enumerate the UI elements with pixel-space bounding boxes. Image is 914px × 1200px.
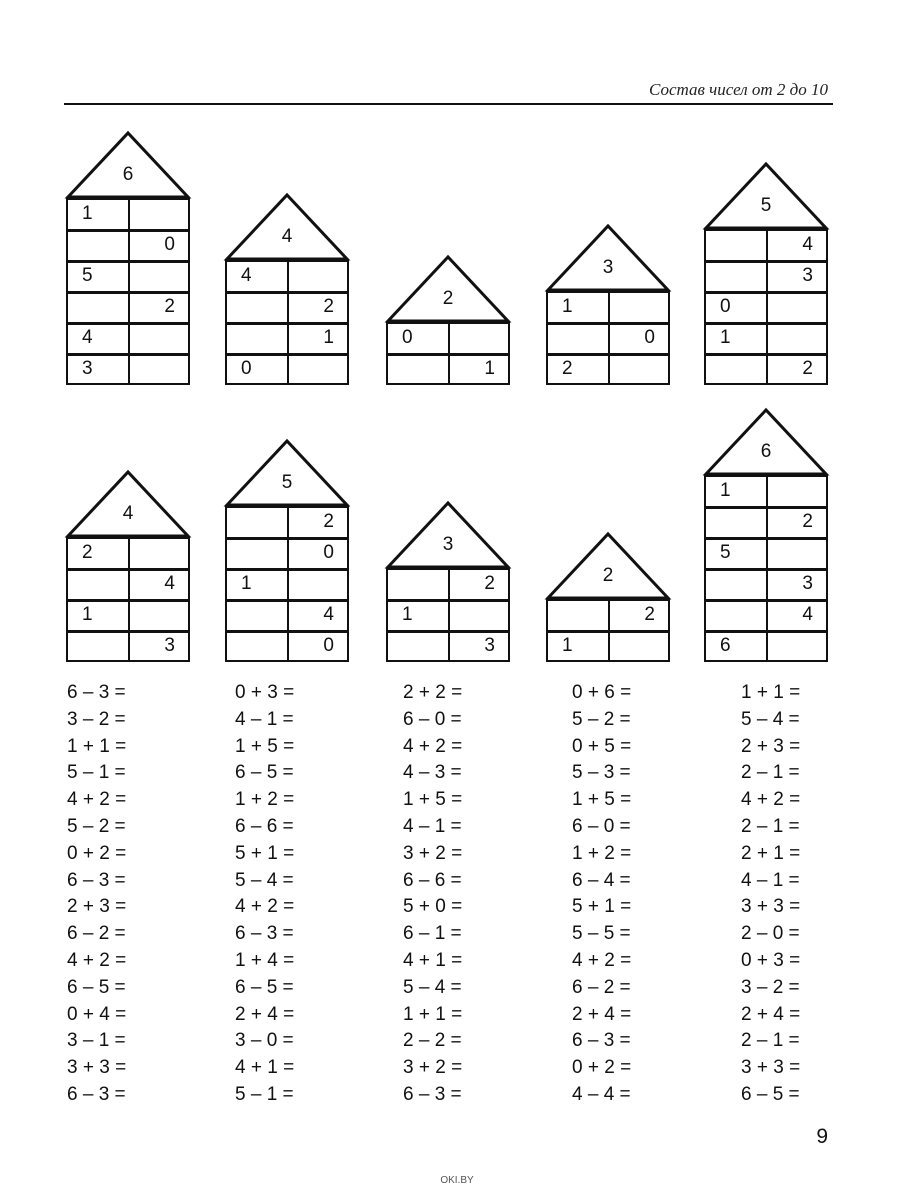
equation: 0 + 6 = — [572, 682, 632, 703]
roof-number: 3 — [602, 257, 614, 279]
house-floor-line — [706, 630, 826, 633]
roof-number: 2 — [602, 565, 614, 587]
house-body — [386, 321, 510, 385]
house-cell-right: 2 — [323, 511, 334, 532]
equation-column — [741, 680, 800, 1109]
house-cell-right: 2 — [484, 573, 495, 594]
equation: 5 – 3 = — [572, 762, 631, 784]
equation: 5 + 1 = — [572, 896, 632, 918]
equation: 2 + 3 = — [67, 896, 127, 918]
number-house — [386, 255, 510, 385]
house-cell-left: 5 — [82, 265, 93, 286]
watermark: OKI.BY — [440, 1175, 474, 1186]
equation: 4 – 1 = — [403, 815, 462, 837]
house-cell-right: 4 — [323, 604, 334, 625]
number-house — [546, 224, 670, 385]
number-house — [386, 501, 510, 662]
equation-column — [572, 680, 631, 1109]
house-floor-line — [68, 322, 188, 325]
number-house — [225, 193, 349, 385]
equation: 6 – 3 = — [67, 682, 126, 703]
equation: 3 + 3 = — [741, 1057, 801, 1079]
equation: 5 – 4 = — [403, 976, 462, 998]
house-cell-left: 1 — [562, 296, 573, 317]
equation: 3 – 0 = — [235, 1030, 294, 1052]
equation: 2 + 2 = — [403, 682, 463, 703]
equation: 4 + 2 = — [741, 789, 801, 811]
equation: 6 – 4 = — [572, 869, 631, 891]
equation: 6 – 6 = — [403, 869, 462, 891]
equation: 5 – 4 = — [741, 708, 800, 730]
equation-column — [403, 680, 462, 1109]
house-cell-right: 3 — [802, 265, 813, 286]
equation: 6 – 5 = — [235, 762, 294, 784]
number-house — [704, 408, 828, 662]
house-cell-left: 2 — [82, 542, 93, 563]
equation: 2 + 4 = — [741, 1003, 801, 1025]
house-cell-right: 3 — [164, 635, 175, 656]
house-cell-right: 0 — [164, 234, 175, 255]
equation: 4 – 3 = — [403, 762, 462, 784]
equation: 1 + 2 = — [235, 789, 295, 811]
equation: 4 + 2 = — [67, 789, 127, 811]
equation: 6 – 0 = — [572, 815, 631, 837]
equation: 4 + 2 = — [67, 949, 127, 971]
house-cell-right: 4 — [164, 573, 175, 594]
equation: 0 + 2 = — [572, 1057, 632, 1079]
equation: 4 + 2 = — [572, 949, 632, 971]
equation: 4 – 4 = — [572, 1083, 631, 1105]
house-cell-right: 2 — [164, 296, 175, 317]
equation: 4 – 1 = — [235, 708, 294, 730]
equation: 0 + 3 = — [235, 682, 295, 703]
house-cell-right: 3 — [802, 573, 813, 594]
equation: 3 – 2 = — [67, 708, 126, 730]
house-divider — [766, 231, 768, 383]
equation: 2 – 0 = — [741, 923, 800, 945]
house-floor-line — [227, 291, 347, 294]
equation: 6 – 5 = — [741, 1083, 800, 1105]
house-floor-line — [548, 630, 668, 633]
equation: 1 + 1 = — [741, 682, 801, 703]
house-cell-left: 2 — [562, 358, 573, 379]
roof-number: 6 — [122, 164, 134, 186]
number-house — [66, 131, 190, 385]
house-cell-left: 0 — [402, 327, 413, 348]
equation: 2 + 4 = — [235, 1003, 295, 1025]
equation: 1 + 2 = — [572, 842, 632, 864]
house-floor-line — [68, 599, 188, 602]
house-cell-right: 2 — [802, 358, 813, 379]
house-cell-right: 3 — [484, 635, 495, 656]
equation: 5 + 1 = — [235, 842, 295, 864]
equation: 6 – 1 = — [403, 923, 462, 945]
equation: 4 + 1 = — [403, 949, 463, 971]
equation: 6 – 3 = — [403, 1083, 462, 1105]
house-body — [704, 228, 828, 385]
roof-number: 3 — [442, 534, 454, 556]
house-cell-right: 4 — [802, 234, 813, 255]
equation: 0 + 3 = — [741, 949, 801, 971]
equation: 0 + 5 = — [572, 735, 632, 757]
house-cell-left: 1 — [82, 203, 93, 224]
equation: 5 – 4 = — [235, 869, 294, 891]
house-floor-line — [388, 353, 508, 356]
house-cell-left: 6 — [720, 635, 731, 656]
equation: 3 + 2 = — [403, 842, 463, 864]
house-body — [66, 197, 190, 385]
house-floor-line — [706, 353, 826, 356]
header-rule — [64, 103, 833, 105]
equation: 5 + 0 = — [403, 896, 463, 918]
house-body — [225, 505, 349, 662]
house-cell-left: 1 — [82, 604, 93, 625]
house-floor-line — [706, 506, 826, 509]
equation: 1 + 1 = — [67, 735, 127, 757]
house-cell-right: 2 — [802, 511, 813, 532]
house-body — [225, 259, 349, 385]
equation: 2 – 1 = — [741, 815, 800, 837]
page-number: 9 — [816, 1125, 828, 1148]
house-cell-right: 0 — [323, 635, 334, 656]
house-floor-line — [388, 599, 508, 602]
house-floor-line — [227, 322, 347, 325]
equation: 6 – 3 = — [235, 923, 294, 945]
equation: 4 + 2 = — [403, 735, 463, 757]
equation: 5 – 1 = — [67, 762, 126, 784]
equation: 2 + 4 = — [572, 1003, 632, 1025]
house-cell-left: 1 — [562, 635, 573, 656]
equation: 1 + 5 = — [403, 789, 463, 811]
house-floor-line — [548, 322, 668, 325]
equation: 6 – 3 = — [572, 1030, 631, 1052]
equation: 6 – 5 = — [67, 976, 126, 998]
equation: 6 – 0 = — [403, 708, 462, 730]
equation: 2 – 1 = — [741, 1030, 800, 1052]
house-floor-line — [227, 630, 347, 633]
roof-number: 2 — [442, 288, 454, 310]
house-cell-right: 2 — [644, 604, 655, 625]
equation: 3 – 2 = — [741, 976, 800, 998]
house-cell-left: 0 — [720, 296, 731, 317]
house-floor-line — [706, 291, 826, 294]
equation: 5 – 5 = — [572, 923, 631, 945]
equation: 5 – 1 = — [235, 1083, 294, 1105]
house-floor-line — [706, 537, 826, 540]
equation: 2 + 1 = — [741, 842, 801, 864]
equation: 4 + 2 = — [235, 896, 295, 918]
house-body — [546, 598, 670, 662]
equation: 1 + 4 = — [235, 949, 295, 971]
house-cell-left: 1 — [241, 573, 252, 594]
house-cell-right: 1 — [323, 327, 334, 348]
roof-number: 5 — [760, 195, 772, 217]
equation-column — [67, 680, 126, 1109]
house-floor-line — [68, 568, 188, 571]
house-floor-line — [706, 260, 826, 263]
house-divider — [287, 508, 289, 660]
house-floor-line — [68, 630, 188, 633]
number-house — [704, 162, 828, 385]
house-floor-line — [68, 291, 188, 294]
header-title: Состав чисел от 2 до 10 — [649, 80, 828, 99]
equation: 0 + 4 = — [67, 1003, 127, 1025]
equation: 5 – 2 = — [67, 815, 126, 837]
house-body — [66, 536, 190, 662]
equation: 1 + 5 = — [572, 789, 632, 811]
house-divider — [448, 570, 450, 660]
equation: 0 + 2 = — [67, 842, 127, 864]
equation: 6 – 2 = — [572, 976, 631, 998]
roof-number: 4 — [122, 503, 134, 525]
house-body — [704, 474, 828, 662]
house-cell-left: 3 — [82, 358, 93, 379]
number-house — [225, 439, 349, 662]
equation: 2 – 2 = — [403, 1030, 462, 1052]
equation: 3 + 2 = — [403, 1057, 463, 1079]
house-floor-line — [706, 568, 826, 571]
house-floor-line — [68, 229, 188, 232]
house-floor-line — [68, 260, 188, 263]
house-body — [386, 567, 510, 662]
house-cell-left: 1 — [720, 480, 731, 501]
house-floor-line — [388, 630, 508, 633]
house-cell-right: 0 — [323, 542, 334, 563]
equation: 4 – 1 = — [741, 869, 800, 891]
house-cell-left: 1 — [402, 604, 413, 625]
equation: 4 + 1 = — [235, 1057, 295, 1079]
equation: 3 – 1 = — [67, 1030, 126, 1052]
equation: 3 + 3 = — [741, 896, 801, 918]
equation: 6 – 3 = — [67, 1083, 126, 1105]
number-house — [66, 470, 190, 662]
house-cell-right: 1 — [484, 358, 495, 379]
equation: 6 – 2 = — [67, 923, 126, 945]
house-floor-line — [548, 353, 668, 356]
house-divider — [608, 293, 610, 383]
equation: 2 + 3 = — [741, 735, 801, 757]
roof-number: 6 — [760, 441, 772, 463]
roof-number: 4 — [281, 226, 293, 248]
equation: 1 + 5 = — [235, 735, 295, 757]
house-floor-line — [706, 322, 826, 325]
house-cell-right: 2 — [323, 296, 334, 317]
house-body — [546, 290, 670, 385]
house-floor-line — [227, 568, 347, 571]
house-floor-line — [706, 599, 826, 602]
house-cell-left: 5 — [720, 542, 731, 563]
house-floor-line — [68, 353, 188, 356]
house-floor-line — [227, 537, 347, 540]
equation: 2 – 1 = — [741, 762, 800, 784]
equation: 6 – 3 = — [67, 869, 126, 891]
equation: 1 + 1 = — [403, 1003, 463, 1025]
equation: 3 + 3 = — [67, 1057, 127, 1079]
equation: 5 – 2 = — [572, 708, 631, 730]
house-floor-line — [227, 599, 347, 602]
equation: 6 – 5 = — [235, 976, 294, 998]
number-house — [546, 532, 670, 662]
equation: 6 – 6 = — [235, 815, 294, 837]
house-cell-left: 4 — [241, 265, 252, 286]
house-cell-right: 0 — [644, 327, 655, 348]
house-cell-right: 4 — [802, 604, 813, 625]
equation-column — [235, 680, 294, 1109]
house-floor-line — [227, 353, 347, 356]
house-cell-left: 4 — [82, 327, 93, 348]
house-cell-left: 1 — [720, 327, 731, 348]
house-cell-left: 0 — [241, 358, 252, 379]
roof-number: 5 — [281, 472, 293, 494]
